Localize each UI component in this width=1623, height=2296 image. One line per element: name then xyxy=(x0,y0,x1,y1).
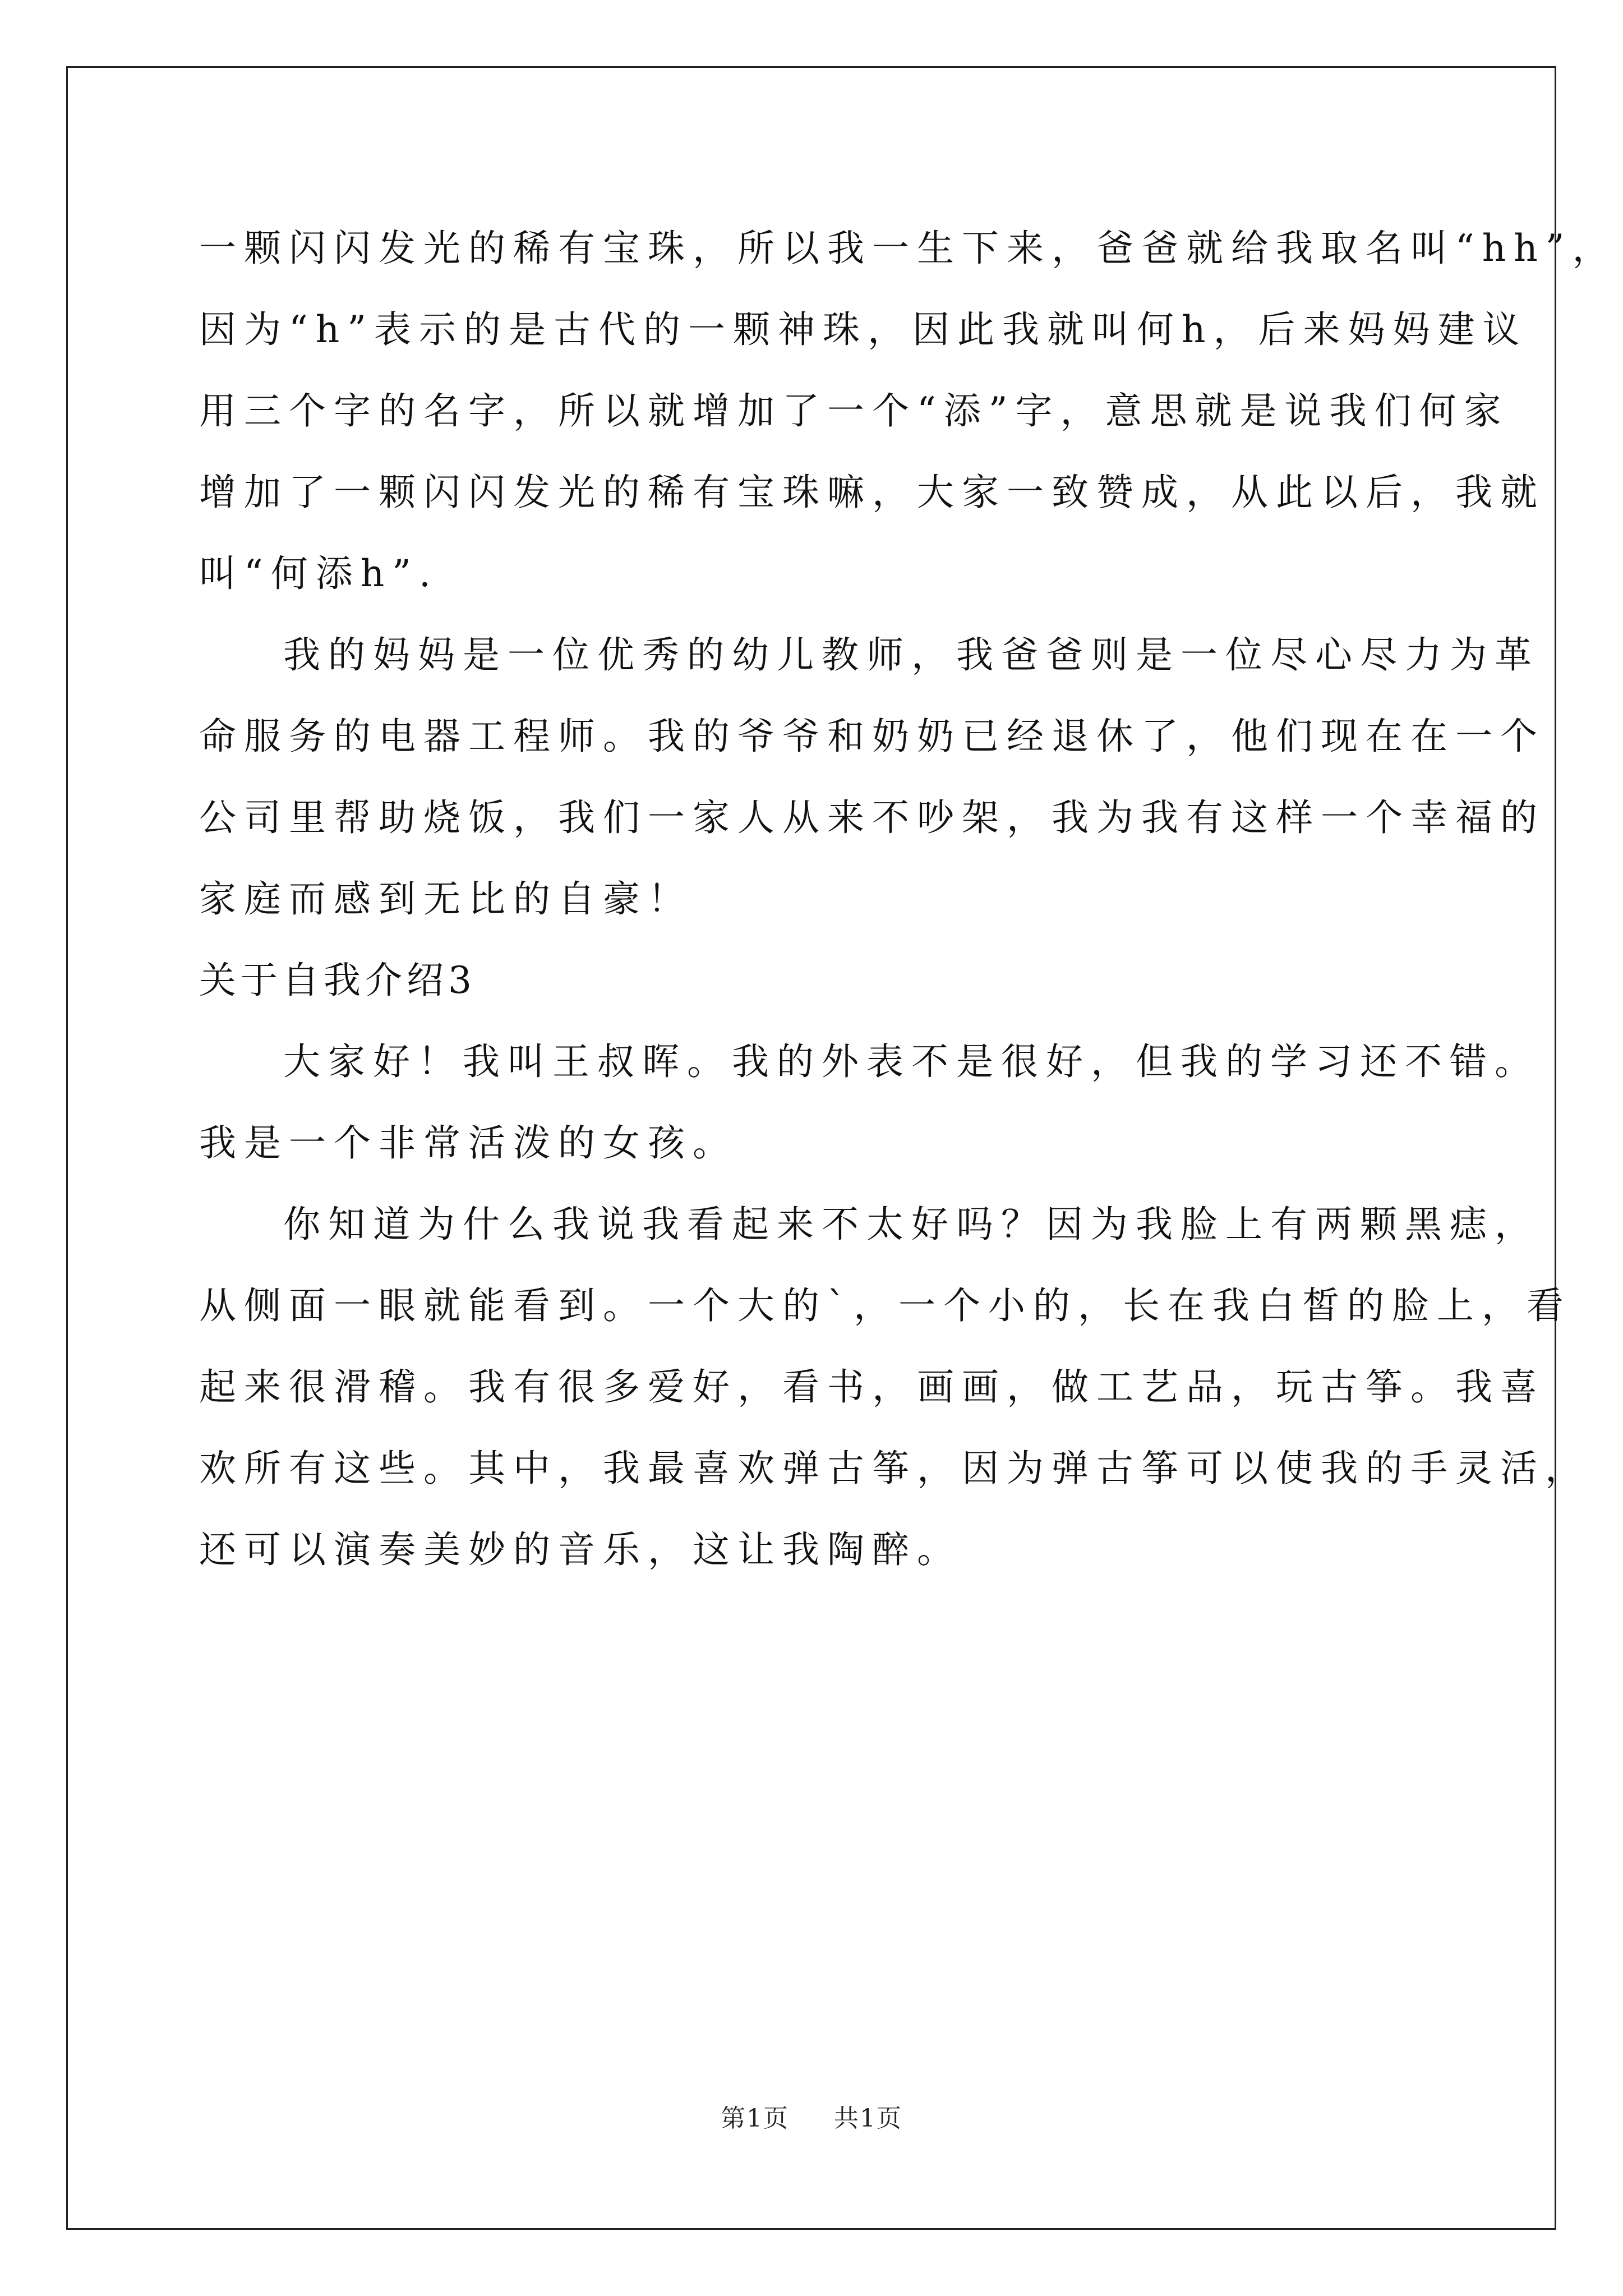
text-line: 欢所有这些。其中，我最喜欢弹古筝，因为弹古筝可以使我的手灵活， xyxy=(199,1447,1590,1490)
heading-text: 关于自我介绍3 xyxy=(199,959,476,1002)
text-line: 公司里帮助烧饭，我们一家人从来不吵架，我为我有这样一个幸福的 xyxy=(199,796,1545,839)
paragraph xyxy=(199,1184,1590,1590)
text-line: 我是一个非常活泼的女孩。 xyxy=(199,1121,737,1165)
text-line: 叫“何添h”. xyxy=(199,552,439,595)
text-line: 从侧面一眼就能看到。一个大的`，一个小的，长在我白皙的脸上，看 xyxy=(199,1284,1571,1327)
text-line: 家庭而感到无比的自豪！ xyxy=(199,877,693,921)
text-line: 命服务的电器工程师。我的爷爷和奶奶已经退休了，他们现在在一个 xyxy=(199,715,1545,758)
footer-spacer xyxy=(798,2104,825,2133)
section-heading xyxy=(199,940,1455,1021)
text-line: 我的妈妈是一位优秀的幼儿教师，我爸爸则是一位尽心尽力为革 xyxy=(283,633,1539,677)
text-line: 用三个字的名字，所以就增加了一个“添”字，意思就是说我们何家 xyxy=(199,389,1509,432)
text-line: 增加了一颗闪闪发光的稀有宝珠嘛，大家一致赞成，从此以后，我就 xyxy=(199,471,1545,514)
paragraph xyxy=(199,1021,1539,1184)
paragraph xyxy=(199,614,1545,940)
text-line: 还可以演奏美妙的音乐，这让我陶醉。 xyxy=(199,1528,962,1571)
paragraph xyxy=(199,208,1617,614)
text-line: 你知道为什么我说我看起来不太好吗？因为我脸上有两颗黑痣， xyxy=(283,1203,1539,1246)
total-pages: 共1页 xyxy=(833,2104,902,2133)
document-body xyxy=(199,208,1617,1590)
text-line: 因为“h”表示的是古代的一颗神珠，因此我就叫何h，后来妈妈建议 xyxy=(199,308,1528,351)
text-line: 起来很滑稽。我有很多爱好，看书，画画，做工艺品，玩古筝。我喜 xyxy=(199,1365,1545,1409)
text-line: 大家好！我叫王叔晖。我的外表不是很好，但我的学习还不错。 xyxy=(283,1040,1539,1083)
page-number: 第1页 xyxy=(721,2104,790,2133)
text-line: 一颗闪闪发光的稀有宝珠，所以我一生下来，爸爸就给我取名叫“hh”， xyxy=(199,227,1617,270)
page-footer xyxy=(0,2098,1623,2134)
